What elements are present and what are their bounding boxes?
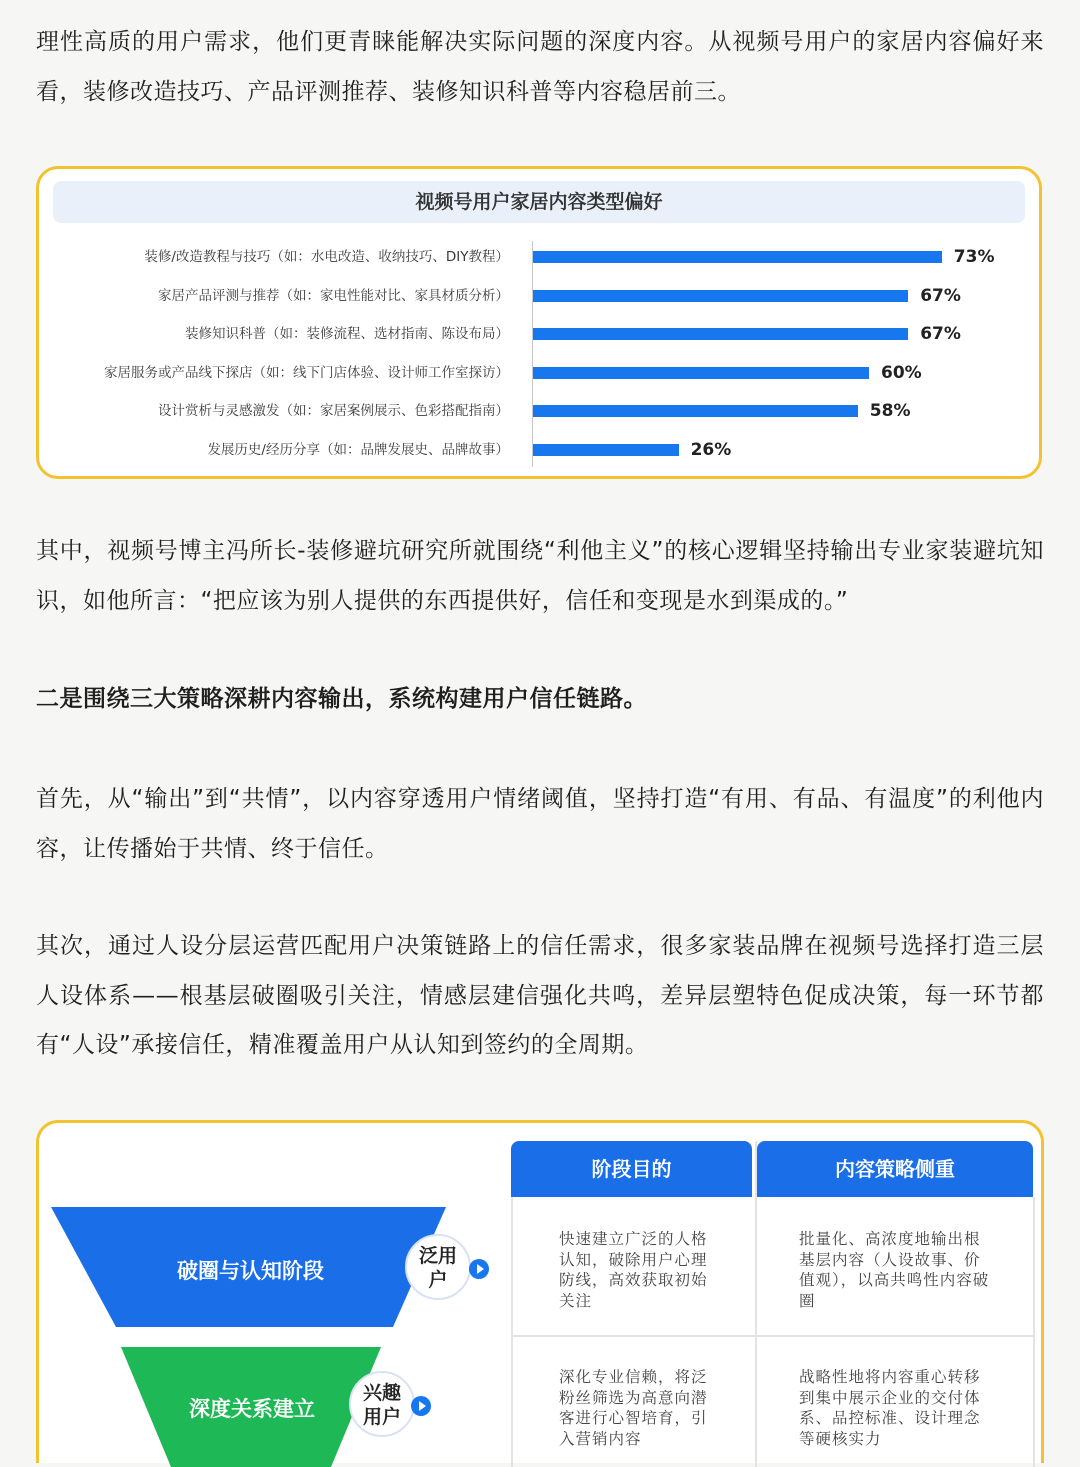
chart-title: 视频号用户家居内容类型偏好 bbox=[53, 181, 1025, 223]
header-stage-purpose: 阶段目的 bbox=[511, 1141, 752, 1197]
stage-2-purpose: 深化专业信赖，将泛粉丝筛选为高意向潜客进行心智培育，引入营销内容 bbox=[559, 1368, 708, 1448]
header-content-strategy: 内容策略侧重 bbox=[757, 1141, 1033, 1197]
section-heading: 二是围绕三大策略深耕内容输出，系统构建用户信任链路。 bbox=[36, 686, 647, 712]
chart-bar bbox=[533, 290, 908, 302]
intro-paragraph: 理性高质的用户需求，他们更青睐能解决实际问题的深度内容。从视频号用户的家居内容偏好来看，装修改造技巧、产品评测推荐、装修知识科普等内容稳居前三。 bbox=[36, 29, 1044, 105]
chart-value-label: 26% bbox=[690, 440, 732, 460]
chart-bar bbox=[533, 328, 908, 340]
chart-value-label: 67% bbox=[920, 324, 961, 345]
chart-value-label: 73% bbox=[953, 247, 995, 267]
funnel-stage-2-label: 深度关系建立 bbox=[189, 1397, 315, 1421]
funnel-stage-1-label: 破圈与认知阶段 bbox=[177, 1259, 324, 1283]
chart-value-label: 58% bbox=[869, 401, 911, 422]
stage-1-purpose: 快速建立广泛的人格认知，破除用户心理防线，高效获取初始关注 bbox=[559, 1230, 708, 1310]
chart-category-label: 设计赏析与灵感激发（如：家居案例展示、色彩搭配指南） bbox=[158, 403, 509, 420]
grid-line bbox=[511, 1335, 1035, 1337]
chart-bar bbox=[533, 367, 869, 379]
stage-2-strategy: 战略性地将内容重心转移到集中展示企业的交付体系、品控标准、设计理念等硬核实力 bbox=[799, 1368, 981, 1448]
chart-category-label: 装修/改造教程与技巧（如：水电改造、收纳技巧、DIY教程） bbox=[144, 249, 509, 265]
stage-1-strategy: 批量化、高浓度地输出根基层内容（人设故事、价值观），以高共鸣性内容破圈 bbox=[799, 1230, 990, 1310]
chart-card bbox=[36, 166, 1042, 479]
chart-bar bbox=[533, 251, 942, 263]
example-paragraph: 其中，视频号博主冯所长-装修避坑研究所就围绕“利他主义”的核心逻辑坚持输出专业家装避坑知识，如他所言：“把应该为别人提供的东西提供好，信任和变现是水到渠成的。” bbox=[36, 538, 1044, 614]
chart-value-label: 67% bbox=[920, 285, 961, 306]
chart-category-label: 装修知识科普（如：装修流程、选材指南、陈设布局） bbox=[185, 326, 509, 343]
grid-line bbox=[511, 1197, 513, 1467]
strategy-card bbox=[36, 1120, 1044, 1463]
grid-line bbox=[1033, 1197, 1035, 1467]
chart-axis bbox=[532, 241, 533, 467]
first-strategy-paragraph: 首先，从“输出”到“共情”，以内容穿透用户情绪阈值，坚持打造“有用、有品、有温度”的利他内容，让传播始于共情、终于信任。 bbox=[36, 786, 1044, 862]
audience-badge-general: 泛用 户 bbox=[405, 1234, 471, 1300]
audience-badge-interest: 兴趣 用户 bbox=[349, 1371, 415, 1437]
chart-category-label: 家居产品评测与推荐（如：家电性能对比、家具材质分析） bbox=[158, 287, 509, 304]
chart-value-label: 60% bbox=[881, 362, 922, 383]
arrow-right-icon bbox=[411, 1396, 431, 1416]
chart-bar bbox=[533, 444, 679, 456]
grid-line bbox=[755, 1141, 757, 1467]
chart-bar bbox=[533, 405, 858, 417]
arrow-right-icon bbox=[469, 1259, 489, 1279]
chart-category-label: 发展历史/经历分享（如：品牌发展史、品牌故事） bbox=[207, 442, 509, 458]
second-strategy-paragraph: 其次，通过人设分层运营匹配用户决策链路上的信任需求，很多家装品牌在视频号选择打造三层人设体系——根基层破圈吸引关注，情感层建信强化共鸣，差异层塑特色促成决策，每一环节都有“人设”承接信任，精准覆盖用户从认知到签约的全周期。 bbox=[36, 933, 1044, 1058]
chart-category-label: 家居服务或产品线下探店（如：线下门店体验、设计师工作室探访） bbox=[104, 364, 509, 381]
